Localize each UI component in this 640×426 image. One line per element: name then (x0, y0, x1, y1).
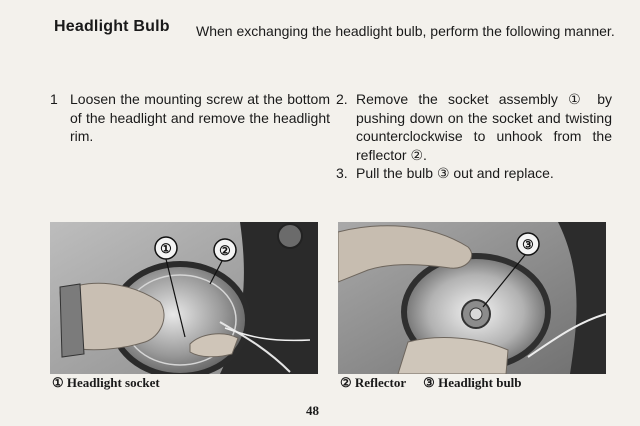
step-text: Remove the socket assembly ① by pushing down on the socket and twisting counterclockwise to unhook from the reflector ②. (356, 91, 612, 163)
headlight-socket-illustration (50, 222, 318, 374)
step-text: Pull the bulb ③ out and replace. (356, 165, 554, 181)
headlight-bulb-photo (338, 222, 606, 374)
intro-text: When exchanging the headlight bulb, perform the following manner. (196, 23, 615, 39)
step-number: 1 (50, 91, 58, 107)
headlight-socket-photo (50, 222, 318, 374)
step-item (50, 90, 330, 146)
headlight-bulb-illustration (338, 222, 606, 374)
steps-left-column (50, 90, 330, 146)
section-heading: Headlight Bulb (54, 18, 170, 35)
callout-label: ② (219, 243, 231, 258)
figure-caption: ② Reflector (340, 375, 406, 390)
steps-right-column (336, 90, 612, 183)
step-number: 2. (336, 91, 348, 107)
figure-caption: ① Headlight socket (52, 375, 160, 390)
step-item (336, 164, 612, 183)
step-text: Loosen the mounting screw at the bottom of the headlight and remove the headlight rim. (70, 91, 330, 144)
callout-label: ① (160, 241, 172, 256)
figure-caption-group (340, 375, 522, 391)
page-number: 48 (306, 403, 319, 418)
callout-label: ③ (522, 237, 534, 252)
step-number: 3. (336, 165, 348, 181)
step-item (336, 90, 612, 164)
figure-caption: ③ Headlight bulb (423, 375, 522, 390)
